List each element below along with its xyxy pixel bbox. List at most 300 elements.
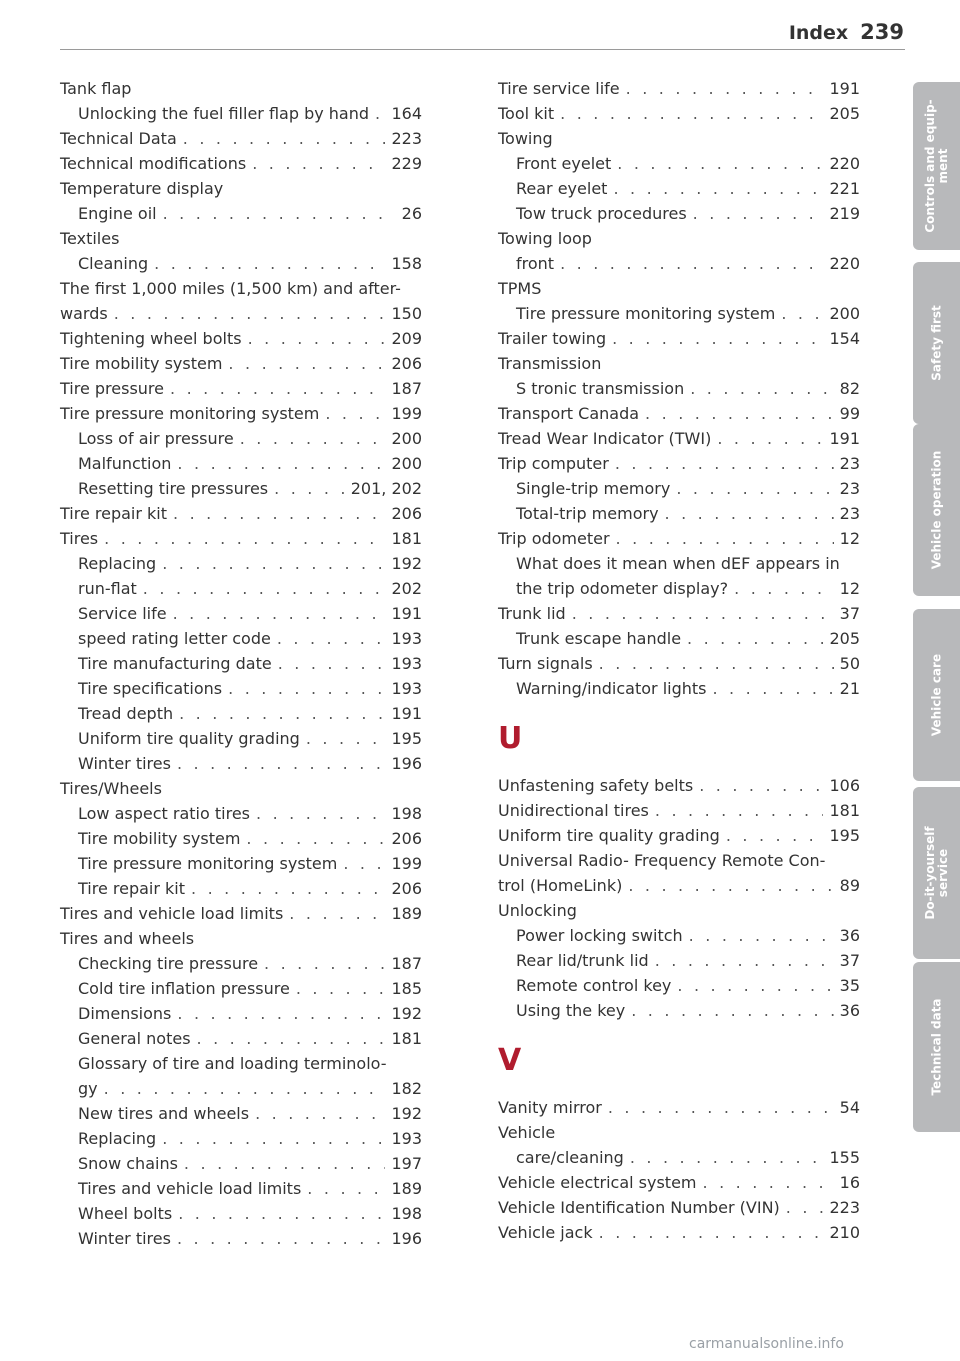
dot-leader	[693, 201, 824, 226]
index-entry-text: Trip odometer	[498, 529, 610, 548]
index-entry	[498, 1195, 860, 1220]
dot-leader	[177, 1001, 385, 1026]
index-page-ref: 197	[391, 1154, 422, 1173]
index-entry-text: Rear eyelet	[516, 179, 608, 198]
index-page-ref: 155	[829, 1148, 860, 1167]
index-entry-text: trol (HomeLink)	[498, 876, 623, 895]
index-page-ref: 89	[839, 876, 860, 895]
dot-leader	[162, 551, 385, 576]
index-entry-text: Winter tires	[78, 754, 171, 773]
index-entry-text: New tires and wheels	[78, 1104, 250, 1123]
index-page-ref: 196	[391, 1229, 422, 1248]
index-entry-text: Unidirectional tires	[498, 801, 649, 820]
index-entry-text: Replacing	[78, 1129, 157, 1148]
index-page-ref: 150	[391, 304, 422, 323]
index-subentry	[60, 626, 422, 651]
dot-leader	[277, 626, 386, 651]
chapter-tab-label: Safety first	[929, 305, 943, 381]
dot-leader	[325, 401, 385, 426]
index-entry-text: Tires and wheels	[60, 929, 195, 948]
index-subentry	[60, 876, 422, 901]
index-section-letter: V	[498, 1043, 522, 1078]
index-entry-text: What does it mean when dEF appears in	[516, 554, 840, 573]
index-subentry	[60, 1076, 422, 1101]
index-entry-text: care/cleaning	[516, 1148, 624, 1167]
index-subentry	[60, 451, 422, 476]
dot-leader	[703, 1170, 834, 1195]
index-section-letter: U	[498, 721, 523, 756]
dot-leader	[104, 526, 385, 551]
dot-leader	[178, 1201, 385, 1226]
index-subentry	[60, 1126, 422, 1151]
dot-leader	[173, 501, 385, 526]
index-subentry	[60, 1176, 422, 1201]
index-page-ref: 192	[391, 1104, 422, 1123]
index-entry	[498, 326, 860, 351]
index-entry-text: Uniform tire quality grading	[78, 729, 300, 748]
index-page-ref: 181	[829, 801, 860, 820]
dot-leader	[104, 1076, 386, 1101]
index-entry	[60, 501, 422, 526]
chapter-tab-label: Controls and equip- ment	[922, 99, 950, 233]
index-subentry	[60, 851, 422, 876]
index-entry-text: TPMS	[498, 279, 542, 298]
index-entry	[498, 426, 860, 451]
dot-leader	[163, 201, 396, 226]
index-entry	[60, 526, 422, 551]
index-page-ref: 196	[391, 754, 422, 773]
index-page-ref: 223	[391, 129, 422, 148]
index-page-ref: 200	[391, 429, 422, 448]
index-entry-text: Transmission	[498, 354, 602, 373]
index-entry-text: wards	[60, 304, 108, 323]
index-page-ref: 219	[829, 204, 860, 223]
index-page-ref: 210	[829, 1223, 860, 1242]
index-entry-text: Tires and vehicle load limits	[60, 904, 284, 923]
index-entry	[498, 1120, 860, 1145]
index-subentry	[60, 1051, 422, 1076]
index-page-ref: 82	[839, 379, 860, 398]
index-entry-text: Tire service life	[498, 79, 620, 98]
index-subentry	[498, 176, 860, 201]
index-entry-text: Vehicle	[498, 1123, 556, 1142]
index-entry-text: Tire specifications	[78, 679, 223, 698]
page-header	[789, 20, 904, 44]
index-subentry	[498, 676, 860, 701]
index-entry	[60, 901, 422, 926]
index-subentry	[498, 476, 860, 501]
index-subentry	[60, 251, 422, 276]
header-section-title: Index	[788, 22, 849, 44]
dot-leader	[613, 176, 823, 201]
index-entry	[60, 226, 422, 251]
index-page-ref: 54	[839, 1098, 860, 1117]
index-entry	[60, 276, 422, 301]
index-page-ref: 220	[829, 154, 860, 173]
index-entry	[498, 773, 860, 798]
index-entry	[498, 898, 860, 923]
dot-leader	[255, 1101, 385, 1126]
index-page-ref: 209	[391, 329, 422, 348]
dot-leader	[228, 351, 385, 376]
index-entry-text: Tire mobility system	[78, 829, 241, 848]
dot-leader	[689, 923, 834, 948]
index-entry-text: Total-trip memory	[516, 504, 659, 523]
index-entry-text: Universal Radio- Frequency Remote Con-	[498, 851, 826, 870]
index-entry-text: Tank flap	[60, 79, 132, 98]
index-entry-text: Trailer towing	[498, 329, 607, 348]
index-subentry	[498, 948, 860, 973]
dot-leader	[630, 1145, 824, 1170]
dot-leader	[608, 1095, 834, 1120]
index-page-ref: 199	[391, 854, 422, 873]
dot-leader	[626, 76, 824, 101]
index-subentry	[60, 701, 422, 726]
dot-leader	[179, 701, 385, 726]
index-subentry	[60, 976, 422, 1001]
index-entry-text: Replacing	[78, 554, 157, 573]
index-page-ref: 193	[391, 679, 422, 698]
dot-leader	[184, 1151, 386, 1176]
index-entry-text: Tread Wear Indicator (TWI)	[498, 429, 712, 448]
index-entry-text: Using the key	[516, 1001, 626, 1020]
index-page-ref: 12	[839, 579, 860, 598]
index-page-ref: 21	[839, 679, 860, 698]
index-entry	[498, 823, 860, 848]
dot-leader	[560, 251, 823, 276]
index-page-ref: 206	[391, 354, 422, 373]
index-entry-text: Unfastening safety belts	[498, 776, 694, 795]
index-subentry	[60, 476, 422, 501]
index-page-ref: 205	[829, 629, 860, 648]
index-page-ref: 191	[391, 704, 422, 723]
index-entry-text: Warning/indicator lights	[516, 679, 707, 698]
chapter-tab[interactable]	[913, 787, 960, 959]
chapter-tab[interactable]	[913, 82, 960, 250]
index-entry	[60, 176, 422, 201]
dot-leader	[655, 798, 824, 823]
dot-leader	[687, 626, 823, 651]
index-entry-text: Towing	[498, 129, 553, 148]
index-entry-text: Unlocking	[498, 901, 577, 920]
index-page-ref: 221	[829, 179, 860, 198]
index-entry-text: Tire mobility system	[60, 354, 223, 373]
index-page-ref: 23	[839, 479, 860, 498]
dot-leader	[560, 101, 823, 126]
index-subentry	[60, 601, 422, 626]
index-subentry	[60, 951, 422, 976]
dot-leader	[177, 451, 385, 476]
index-page-ref: 202	[391, 579, 422, 598]
index-entry	[60, 776, 422, 801]
index-subentry	[60, 1026, 422, 1051]
index-page-ref: 195	[829, 826, 860, 845]
index-subentry	[60, 726, 422, 751]
index-entry-text: Technical modifications	[60, 154, 247, 173]
dot-leader	[712, 676, 833, 701]
index-entry-text: the trip odometer display?	[516, 579, 729, 598]
index-page-ref: 206	[391, 829, 422, 848]
index-subentry	[60, 1201, 422, 1226]
index-page-ref: 192	[391, 554, 422, 573]
dot-leader	[628, 873, 833, 898]
index-subentry	[60, 201, 422, 226]
dot-leader	[599, 1220, 824, 1245]
dot-leader	[278, 651, 386, 676]
index-entry-text: Trunk escape handle	[516, 629, 682, 648]
chapter-tab[interactable]	[913, 962, 960, 1132]
index-subentry	[60, 676, 422, 701]
index-entry-text: Power locking switch	[516, 926, 683, 945]
index-entry-text: Tool kit	[498, 104, 555, 123]
index-page-ref: 36	[839, 926, 860, 945]
index-entry-text: General notes	[78, 1029, 191, 1048]
dot-leader	[717, 426, 823, 451]
index-entry-text: Towing loop	[498, 229, 592, 248]
index-entry-text: Glossary of tire and loading terminolo-	[78, 1054, 387, 1073]
index-page-ref: 50	[839, 654, 860, 673]
index-subentry	[498, 151, 860, 176]
index-page-ref: 201, 202	[350, 479, 422, 498]
index-entry-text: Tire pressure monitoring system	[78, 854, 338, 873]
index-entry	[498, 1095, 860, 1120]
index-page-ref: 181	[391, 529, 422, 548]
index-subentry	[498, 301, 860, 326]
index-subentry	[60, 101, 422, 126]
dot-leader	[197, 1026, 386, 1051]
index-entry	[60, 151, 422, 176]
dot-leader	[274, 476, 345, 501]
index-entry	[498, 101, 860, 126]
index-page-ref: 195	[391, 729, 422, 748]
dot-leader	[177, 1226, 385, 1251]
dot-leader	[240, 426, 386, 451]
dot-leader	[173, 601, 386, 626]
index-entry-text: Tire pressure monitoring system	[516, 304, 776, 323]
index-entry	[498, 848, 860, 873]
index-entry-text: Textiles	[60, 229, 120, 248]
index-subentry	[498, 251, 860, 276]
index-page-ref: 199	[391, 404, 422, 423]
index-entry-text: Tire manufacturing date	[78, 654, 272, 673]
index-page-ref: 189	[391, 904, 422, 923]
index-page-ref: 200	[829, 304, 860, 323]
index-page-ref: 193	[391, 629, 422, 648]
index-entry	[498, 601, 860, 626]
index-entry-text: Snow chains	[78, 1154, 178, 1173]
index-entry-text: Winter tires	[78, 1229, 171, 1248]
chapter-tab[interactable]	[913, 609, 960, 781]
index-subentry	[498, 973, 860, 998]
index-subentry	[60, 1226, 422, 1251]
index-page-ref: 158	[391, 254, 422, 273]
index-subentry	[498, 551, 860, 576]
index-entry-text: Turn signals	[498, 654, 593, 673]
index-entry-text: Technical Data	[60, 129, 177, 148]
dot-leader	[264, 951, 385, 976]
dot-leader	[248, 326, 386, 351]
index-page-ref: 200	[391, 454, 422, 473]
index-subentry	[60, 426, 422, 451]
index-entry-text: run-flat	[78, 579, 137, 598]
index-entry-text: Tires/Wheels	[60, 779, 162, 798]
index-entry-text: Unlocking the fuel filler flap by hand	[78, 104, 370, 123]
page-number: 239	[860, 20, 904, 44]
index-entry-text: speed rating letter code	[78, 629, 271, 648]
dot-leader	[183, 126, 386, 151]
index-entry	[60, 351, 422, 376]
chapter-tab-label: Technical data	[929, 998, 943, 1096]
index-page-ref: 193	[391, 1129, 422, 1148]
index-entry	[60, 926, 422, 951]
dot-leader	[296, 976, 386, 1001]
index-page-ref: 223	[829, 1198, 860, 1217]
dot-leader	[252, 151, 385, 176]
index-subentry	[60, 551, 422, 576]
index-page-ref: 185	[391, 979, 422, 998]
index-page-ref: 191	[829, 429, 860, 448]
index-entry-text: Remote control key	[516, 976, 672, 995]
dot-leader	[177, 751, 385, 776]
index-entry-text: S tronic transmission	[516, 379, 685, 398]
index-entry	[498, 451, 860, 476]
dot-leader	[170, 376, 385, 401]
index-page-ref: 206	[391, 879, 422, 898]
dot-leader	[246, 826, 385, 851]
dot-leader	[786, 1195, 824, 1220]
index-entry-text: Checking tire pressure	[78, 954, 259, 973]
index-subentry	[498, 923, 860, 948]
index-page-ref: 198	[391, 1204, 422, 1223]
index-subentry	[498, 576, 860, 601]
index-entry	[498, 351, 860, 376]
index-page-ref: 206	[391, 504, 422, 523]
dot-leader	[162, 1126, 385, 1151]
dot-leader	[699, 773, 823, 798]
index-entry-text: Loss of air pressure	[78, 429, 234, 448]
dot-leader	[676, 476, 833, 501]
index-page-ref: 164	[391, 104, 422, 123]
dot-leader	[655, 948, 834, 973]
index-page-ref: 154	[829, 329, 860, 348]
index-entry-text: Front eyelet	[516, 154, 612, 173]
index-entry	[498, 76, 860, 101]
index-page-ref: 36	[839, 1001, 860, 1020]
dot-leader	[617, 151, 823, 176]
index-entry-text: Trunk lid	[498, 604, 566, 623]
index-entry-text: Tires and vehicle load limits	[78, 1179, 302, 1198]
index-subentry	[498, 201, 860, 226]
index-subentry	[60, 801, 422, 826]
index-page-ref: 181	[391, 1029, 422, 1048]
dot-leader	[726, 823, 824, 848]
chapter-tab[interactable]	[913, 424, 960, 596]
dot-leader	[154, 251, 385, 276]
dot-leader	[375, 101, 385, 126]
index-page-ref: 187	[391, 954, 422, 973]
index-page-ref: 187	[391, 379, 422, 398]
index-entry-text: Uniform tire quality grading	[498, 826, 720, 845]
index-entry-text: gy	[78, 1079, 98, 1098]
index-entry-text: Tow truck procedures	[516, 204, 687, 223]
index-subentry	[498, 626, 860, 651]
index-entry	[498, 873, 860, 898]
index-page-ref: 16	[839, 1173, 860, 1192]
index-entry-text: Vehicle electrical system	[498, 1173, 697, 1192]
index-page-ref: 205	[829, 104, 860, 123]
index-entry-text: Vehicle Identification Number (VIN)	[498, 1198, 780, 1217]
index-subentry	[498, 376, 860, 401]
watermark: carmanualsonline.info	[689, 1336, 844, 1352]
index-entry	[60, 126, 422, 151]
index-entry-text: Tires	[60, 529, 99, 548]
dot-leader	[256, 801, 385, 826]
dot-leader	[191, 876, 385, 901]
index-subentry	[498, 501, 860, 526]
index-entry-text: Tread depth	[78, 704, 174, 723]
dot-leader	[677, 973, 833, 998]
header-rule	[60, 49, 905, 50]
index-entry-text: Rear lid/trunk lid	[516, 951, 649, 970]
index-page-ref: 37	[839, 951, 860, 970]
dot-leader	[781, 301, 823, 326]
index-entry-text: Low aspect ratio tires	[78, 804, 250, 823]
index-page-ref: 23	[839, 454, 860, 473]
dot-leader	[143, 576, 386, 601]
index-entry	[498, 401, 860, 426]
index-subentry	[60, 1101, 422, 1126]
chapter-tab-label: Vehicle operation	[929, 450, 943, 570]
index-page-ref: 99	[839, 404, 860, 423]
index-page-ref: 193	[391, 654, 422, 673]
index-subentry	[60, 651, 422, 676]
index-entry	[498, 1220, 860, 1245]
index-entry	[60, 401, 422, 426]
chapter-tab-label: Do-it-yourself service	[922, 826, 950, 920]
index-entry-text: Tire pressure	[60, 379, 164, 398]
index-entry	[60, 301, 422, 326]
index-subentry	[60, 1151, 422, 1176]
index-column-left	[60, 76, 422, 1251]
index-page-ref: 35	[839, 976, 860, 995]
dot-leader	[289, 901, 385, 926]
index-entry-text: Trip computer	[498, 454, 609, 473]
index-page-ref: 192	[391, 1004, 422, 1023]
index-page-ref: 198	[391, 804, 422, 823]
chapter-tab[interactable]	[913, 262, 960, 424]
index-entry-text: Engine oil	[78, 204, 157, 223]
dot-leader	[612, 326, 823, 351]
index-entry-text: The first 1,000 miles (1,500 km) and after-	[60, 279, 401, 298]
dot-leader	[306, 726, 386, 751]
index-entry-text: Dimensions	[78, 1004, 172, 1023]
index-entry	[498, 126, 860, 151]
index-page-ref: 106	[829, 776, 860, 795]
index-page-ref: 191	[829, 79, 860, 98]
index-subentry	[498, 998, 860, 1023]
index-page-ref: 12	[839, 529, 860, 548]
index-subentry	[60, 1001, 422, 1026]
index-entry-text: Tire repair kit	[60, 504, 168, 523]
index-subentry	[60, 826, 422, 851]
index-entry-text: Wheel bolts	[78, 1204, 173, 1223]
index-entry-text: Vehicle jack	[498, 1223, 593, 1242]
index-entry-text: Tightening wheel bolts	[60, 329, 242, 348]
index-entry-text: Service life	[78, 604, 167, 623]
index-entry-text: Tire pressure monitoring system	[60, 404, 320, 423]
index-entry	[60, 326, 422, 351]
dot-leader	[734, 576, 834, 601]
